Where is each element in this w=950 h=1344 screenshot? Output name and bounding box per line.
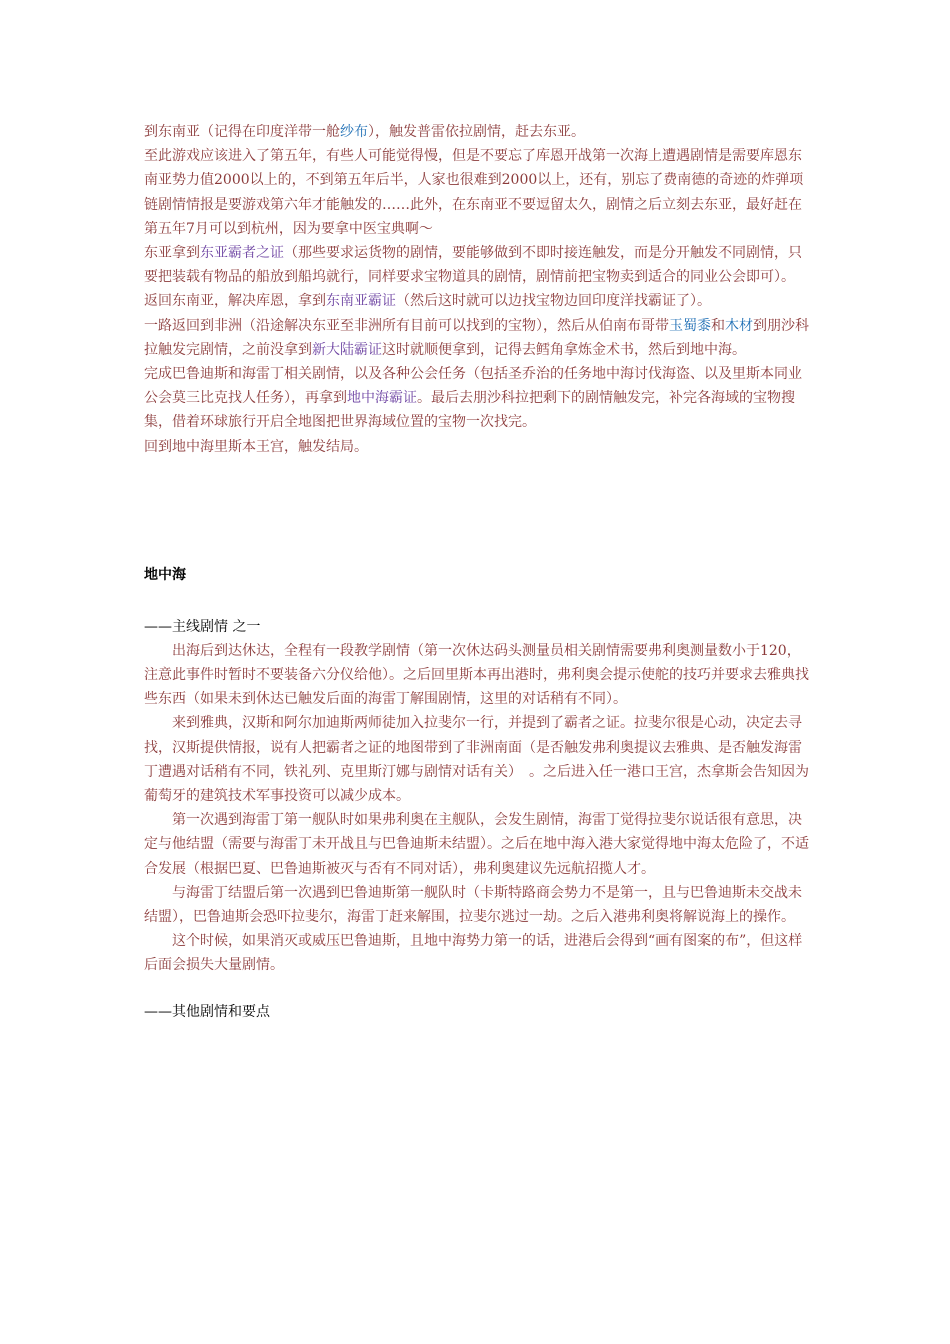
text: （那些要求运货物的剧情，要能够做到不即时接连触发，而是分开触发不同剧情，只要把装载有物品的船放到船坞就行，同样要求宝物道具的剧情，剧情前把宝物卖到适合的同业公会即可）。 xyxy=(144,245,802,286)
text: 一路返回到非洲（沿途解决东亚至非洲所有目前可以找到的宝物），然后从伯南布哥带 xyxy=(144,317,669,334)
paragraph-mediterranean-tasks xyxy=(144,362,812,435)
text: 东亚拿到 xyxy=(144,245,200,262)
paragraph-story-4: 与海雷丁结盟后第一次遇到巴鲁迪斯第一舰队时（卡斯特路商会势力不是第一，且与巴鲁迪斯未交战未结盟），巴鲁迪斯会恐吓拉斐尔，海雷丁赶来解围，拉斐尔逃过一劫。之后入港弗利奥将解说海上的操作。 xyxy=(144,884,802,926)
highlight-gauze: 纱布 xyxy=(340,124,368,140)
text: 完成巴鲁迪斯和海雷丁相关剧情，以及各种公会任务（包括圣乔治的任务地中海讨伐海盗、以及里斯本同业公会莫三比克找人任务），再拿到 xyxy=(144,366,802,407)
paragraph-story-5: 这个时候，如果消灭或威压巴鲁迪斯，且地中海势力第一的话，进港后会得到“画有图案的布”，但这样后面会损失大量剧情。 xyxy=(144,933,803,974)
text: 到东南亚（记得在印度洋带一舱 xyxy=(144,124,340,140)
text: 和 xyxy=(711,317,725,334)
text: ），触发普雷依拉剧情，赶去东亚。 xyxy=(368,124,585,140)
paragraph-story-1: 出海后到达休达，全程有一段教学剧情（第一次休达码头测量员相关剧情需要弗利奥测量数小于120，注意此事件时暂时不要装备六分仪给他）。之后回里斯本再出港时，弗利奥会提示使舵的技巧并要求去雅典找些东西（如果未到休达已触发后面的海雷丁解围剧情，这里的对话稍有不同）。 xyxy=(144,642,809,708)
highlight-east-asia-proof: 东亚霸者之证 xyxy=(200,245,284,262)
document-page xyxy=(144,120,812,1024)
paragraph-east-asia xyxy=(144,241,812,289)
subheading-main-story: ——主线剧情 之一 xyxy=(144,618,261,635)
text: （然后这时就可以边找宝物边回印度洋找霸证了）。 xyxy=(396,293,711,310)
paragraph-ending: 回到地中海里斯本王宫，触发结局。 xyxy=(144,438,368,455)
paragraph-fifth-year: 至此游戏应该进入了第五年，有些人可能觉得慢，但是不要忘了库恩开战第一次海上遭遇剧情是需要库恩东南亚势力值2000以上的，不到第五年后半，人家也很难到2000以上，还有，别忘了费南德的奇迹的炸弹项链剧情情报是要游戏第六年才能触发的……此外，在东南亚不要逗留太久，剧情之后立刻去东亚，最好赶在第五年7月可以到杭州，因为要拿中医宝典啊～ xyxy=(144,148,804,237)
text: 这时就顺便拿到，记得去鳕角拿炼金术书，然后到地中海。 xyxy=(382,341,746,358)
spacer xyxy=(144,978,812,1000)
subheading-other-story: ——其他剧情和要点 xyxy=(144,1003,270,1020)
text: 。最后去朋沙科拉把剩下的剧情触发完，补完各海域的宝物搜集，借着环球旅行开启全地图把世界海域位置的宝物一次找完。 xyxy=(144,390,795,431)
paragraph-southeast-asia xyxy=(144,120,812,144)
highlight-wood: 木材 xyxy=(725,317,753,334)
section-title: 地中海 xyxy=(144,566,186,583)
text: 返回东南亚，解决库恩，拿到 xyxy=(144,293,326,310)
paragraph-return-southeast-asia xyxy=(144,289,812,313)
spacer xyxy=(144,459,812,563)
highlight-new-world-proof: 新大陆霸证 xyxy=(312,341,382,358)
paragraph-story-3: 第一次遇到海雷丁第一舰队时如果弗利奥在主舰队，会发生剧情，海雷丁觉得拉斐尔说话很有意思，决定与他结盟（需要与海雷丁未开战且与巴鲁迪斯未结盟）。之后在地中海入港大家觉得地中海太危险了，不适合发展（根据巴夏、巴鲁迪斯被灭与否有不同对话），弗利奥建议先远航招揽人才。 xyxy=(144,812,809,877)
highlight-southeast-asia-proof: 东南亚霸证 xyxy=(326,293,396,310)
spacer xyxy=(144,587,812,615)
highlight-corn: 玉蜀黍 xyxy=(669,317,711,334)
text: 到朋沙科拉触发完剧情，之前没拿到 xyxy=(144,317,809,358)
paragraph-story-2: 来到雅典，汉斯和阿尔加迪斯两师徒加入拉斐尔一行，并提到了霸者之证。拉斐尔很是心动，决定去寻找，汉斯提供情报，说有人把霸者之证的地图带到了非洲南面（是否触发弗利奥提议去雅典、是否触发海雷丁遭遇对话稍有不同，铁礼列、克里斯汀娜与剧情对话有关） 。之后进入任一港口王宫，杰拿斯会告知因为葡萄牙的建筑技术军事投资可以减少成本。 xyxy=(144,715,809,805)
paragraph-africa xyxy=(144,314,812,362)
highlight-mediterranean-proof: 地中海霸证 xyxy=(347,390,417,407)
